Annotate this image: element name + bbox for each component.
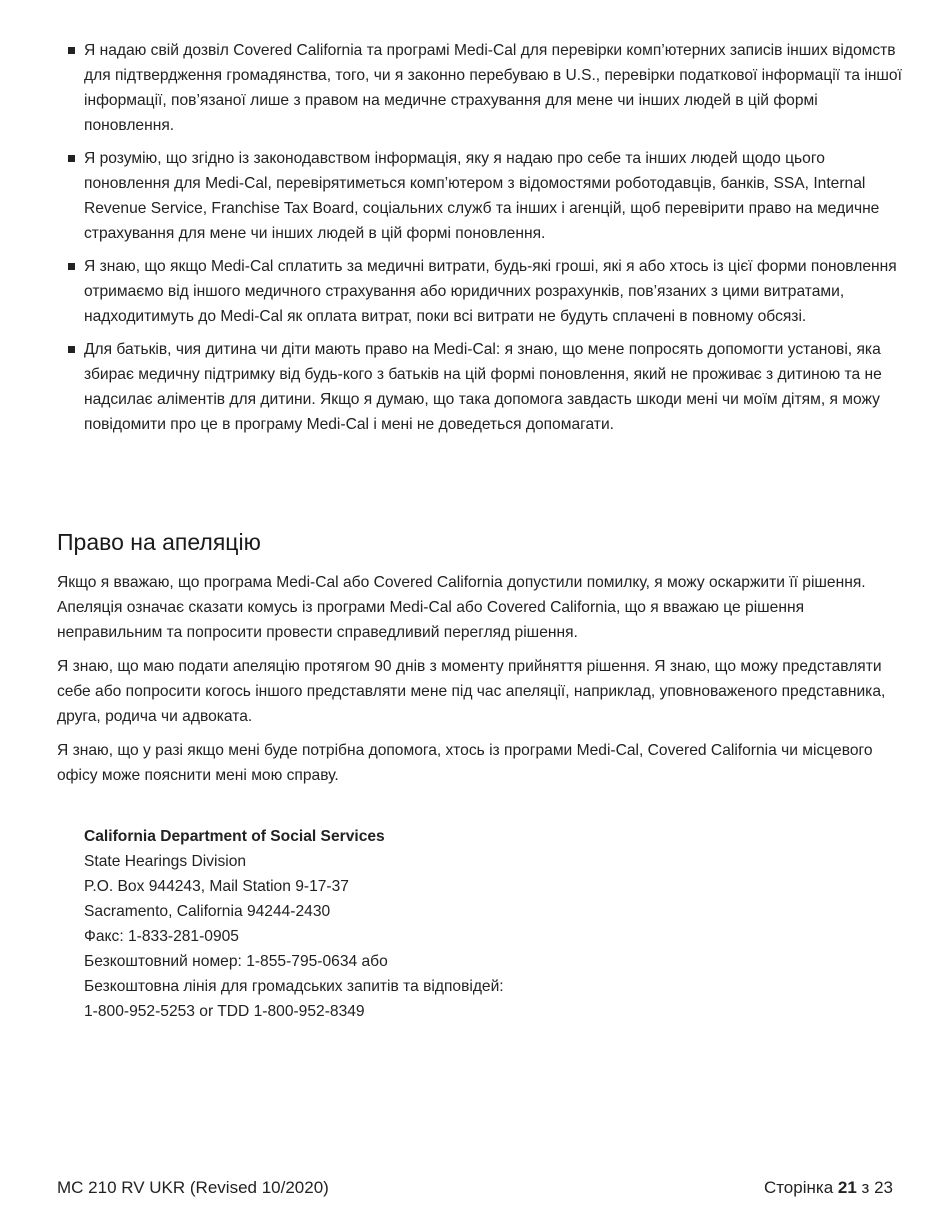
section-title: Право на апеляцію: [57, 529, 261, 555]
bullet-item: [68, 337, 903, 437]
address-line: State Hearings Division: [84, 853, 247, 870]
address-phone: 1-800-952-5253 or TDD 1-800-952-8349: [84, 1003, 365, 1020]
bullet-text: Я надаю свій дозвіл Covered California та програмі Medi-Cal для перевірки комп’ютерних записів інших відомств для підтвердження громадянства, того, чи я законно перебуваю в U.S., перевірки податкової інформації та іншої інформації, пов’язаної лише з правом на медичне страхування для мене чи інших людей в цій формі поновлення.: [84, 42, 902, 134]
address-fax: Факс: 1-833-281-0905: [84, 928, 239, 945]
address-block: [84, 824, 504, 1024]
bullet-text: Я розумію, що згідно із законодавством інформація, яку я надаю про себе та інших людей щодо цього поновлення для Medi-Cal, перевірятиметься комп’ютером з відомостями роботодавців, банків, SSA, Internal Revenue Service, Franchise Tax Board, соціальних служб та інших і агенцій, щоб перевірити право на медичне страхування для мене чи інших людей в цій формі поновлення.: [84, 150, 880, 242]
bullet-item: [68, 254, 903, 329]
address-org: California Department of Social Services: [84, 828, 385, 845]
address-phone: Безкоштовний номер: 1-855-795-0634 або: [84, 953, 388, 970]
page-current: 21: [837, 1178, 857, 1197]
paragraph: Я знаю, що маю подати апеляцію протягом 90 днів з моменту прийняття рішення. Я знаю, що можу представляти себе або попросити когось іншого представляти мене під час апеляції, наприклад, уповноваженого представника, друга, родича чи адвоката.: [57, 658, 886, 725]
page-label: Сторінка: [763, 1178, 834, 1197]
page-total: 23: [874, 1178, 893, 1197]
square-bullet-icon: [68, 47, 75, 54]
appeal-body: [57, 570, 887, 797]
bullet-text: Для батьків, чия дитина чи діти мають право на Medi-Cal: я знаю, що мене попросять допомогти установі, яка збирає медичну підтримку від будь-кого з батьків на цій формі поновлення, який не проживає з дитиною та не надсилає аліментів для дитини. Якщо я думаю, що така допомога завдасть шкоди мені чи моїм дітям, я можу повідомити про це в програму Medi-Cal і мені не доведеться допомагати.: [84, 341, 882, 433]
paragraph: Я знаю, що у разі якщо мені буде потрібна допомога, хтось із програми Medi-Cal, Covered California чи місцевого офісу може пояснити мені мою справу.: [57, 742, 873, 784]
page-number: [764, 1178, 893, 1198]
consent-bullet-list: [68, 38, 903, 445]
paragraph: Якщо я вважаю, що програма Medi-Cal або Covered California допустили помилку, я можу оскаржити її рішення. Апеляція означає сказати комусь із програми Medi-Cal або Covered California, що я вважаю це рішення неправильним та попросити провести справедливий перегляд рішення.: [57, 574, 866, 641]
address-line: P.O. Box 944243, Mail Station 9-17-37: [84, 878, 349, 895]
bullet-item: [68, 146, 903, 246]
form-id: MC 210 RV UKR (Revised 10/2020): [57, 1178, 329, 1197]
bullet-text: Я знаю, що якщо Medi-Cal сплатить за медичні витрати, будь-які гроші, які я або хтось із цієї форми поновлення отримаємо від іншого медичного страхування або юридичних розрахунків, пов’язаних з цими витратами, надходитимуть до Medi-Cal як оплата витрат, поки всі витрати не будуть сплачені в повному обсязі.: [84, 258, 897, 325]
address-line: Безкоштовна лінія для громадських запитів та відповідей:: [84, 978, 504, 995]
square-bullet-icon: [68, 263, 75, 270]
square-bullet-icon: [68, 155, 75, 162]
square-bullet-icon: [68, 346, 75, 353]
page-sep: з: [861, 1178, 870, 1197]
bullet-item: [68, 38, 903, 138]
address-line: Sacramento, California 94244-2430: [84, 903, 331, 920]
